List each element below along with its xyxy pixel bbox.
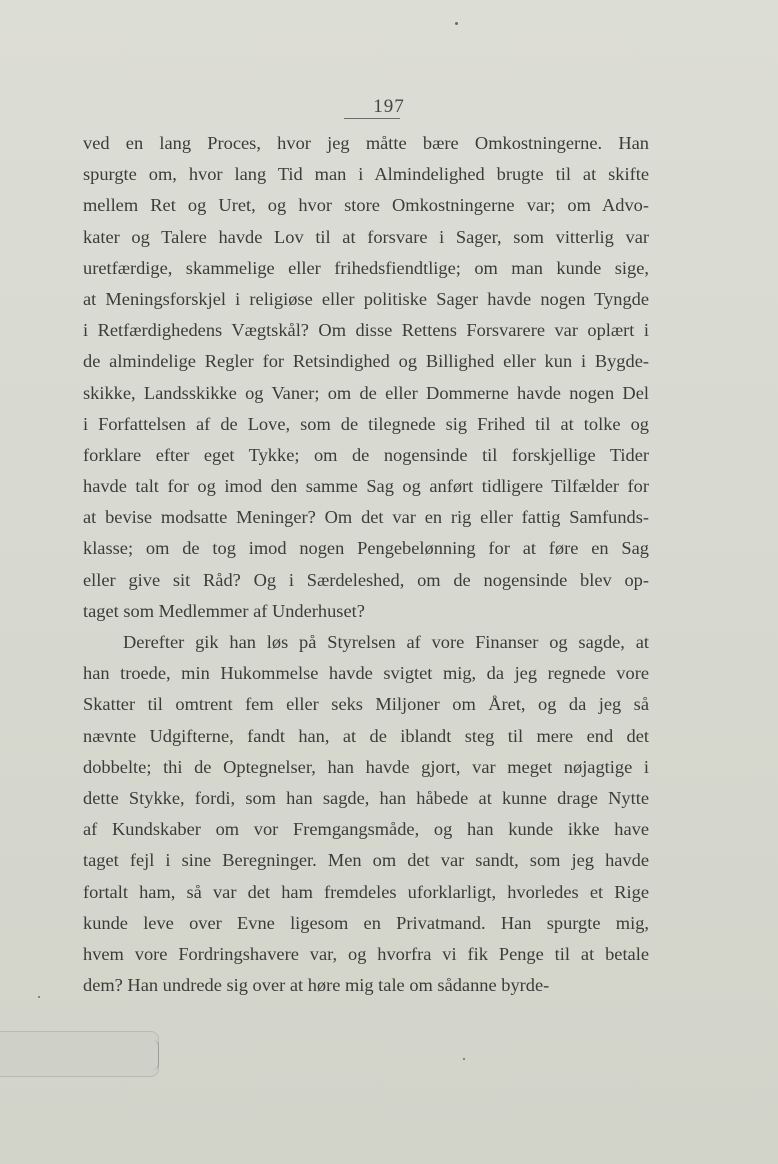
text-line: at Meningsforskjel i religiøse eller politiske Sager havde nogen Tyngde xyxy=(83,288,649,309)
text-line: i Retfærdighedens Vægtskål? Om disse Rettens Forsvarere var oplært i xyxy=(83,320,649,341)
text-line: ved en lang Proces, hvor jeg måtte bære Omkostningerne. Han xyxy=(83,133,649,153)
body-text xyxy=(83,128,649,1001)
text-line: de almindelige Regler for Retsindighed og Billighed eller kun i Bygde- xyxy=(83,351,649,372)
text-line: dette Stykke, fordi, som han sagde, han håbede at kunne drage Nytte xyxy=(83,787,649,808)
text-line: dobbelte; thi de Optegnelser, han havde gjort, var meget nøjagtige i xyxy=(83,756,649,777)
text-line: i Forfattelsen af de Love, som de tilegnede sig Frihed til at tolke og xyxy=(83,413,649,434)
paper-speck xyxy=(455,22,458,25)
text-line: han troede, min Hukommelse havde svigtet mig, da jeg regnede vore xyxy=(83,663,649,684)
text-line: eller give sit Råd? Og i Særdeleshed, om de nogensinde blev op- xyxy=(83,569,649,590)
text-line: at bevise modsatte Meninger? Om det var en rig eller fattig Samfunds- xyxy=(83,507,649,528)
text-line: uretfærdige, skammelige eller frihedsfiendtlige; om man kunde sige, xyxy=(83,257,649,278)
text-line: spurgte om, hvor lang Tid man i Almindelighed brugte til at skifte xyxy=(83,164,649,185)
page-tab-marker xyxy=(0,1031,159,1077)
text-line: af Kundskaber om vor Fremgangsmåde, og han kunde ikke have xyxy=(83,819,649,840)
page-number: 197 xyxy=(373,96,405,117)
text-line: skikke, Landsskikke og Vaner; om de eller Dommerne havde nogen Del xyxy=(83,382,649,403)
header-rule xyxy=(344,118,400,119)
paper-speck xyxy=(463,1058,465,1060)
text-line: nævnte Udgifterne, fandt han, at de iblandt steg til mere end det xyxy=(83,725,649,746)
text-line: fortalt ham, så var det ham fremdeles uforklarligt, hvorledes et Rige xyxy=(83,881,649,902)
text-line: taget fejl i sine Beregninger. Men om det var sandt, som jeg havde xyxy=(83,850,649,871)
text-line: hvem vore Fordringshavere var, og hvorfra vi fik Penge til at betale xyxy=(83,943,649,964)
text-line: mellem Ret og Uret, og hvor store Omkostningerne var; om Advo- xyxy=(83,195,649,216)
text-line: klasse; om de tog imod nogen Pengebelønning for at føre en Sag xyxy=(83,538,649,559)
text-line: taget som Medlemmer af Underhuset? xyxy=(83,600,365,621)
text-line: Derefter gik han løs på Styrelsen af vore Finanser og sagde, at xyxy=(123,632,649,652)
paper-speck xyxy=(38,996,40,998)
text-line: forklare efter eget Tykke; om de nogensinde til forskjellige Tider xyxy=(83,444,649,465)
text-line: havde talt for og imod den samme Sag og anført tidligere Tilfælder for xyxy=(83,476,649,497)
text-line: kunde leve over Evne ligesom en Privatmand. Han spurgte mig, xyxy=(83,912,649,933)
text-line: kater og Talere havde Lov til at forsvare i Sager, som vitterlig var xyxy=(83,226,649,247)
page-tab-edge xyxy=(150,1040,159,1070)
text-line: dem? Han undrede sig over at høre mig tale om sådanne byrde- xyxy=(83,975,550,996)
text-line: Skatter til omtrent fem eller seks Miljoner om Året, og da jeg så xyxy=(83,694,649,715)
